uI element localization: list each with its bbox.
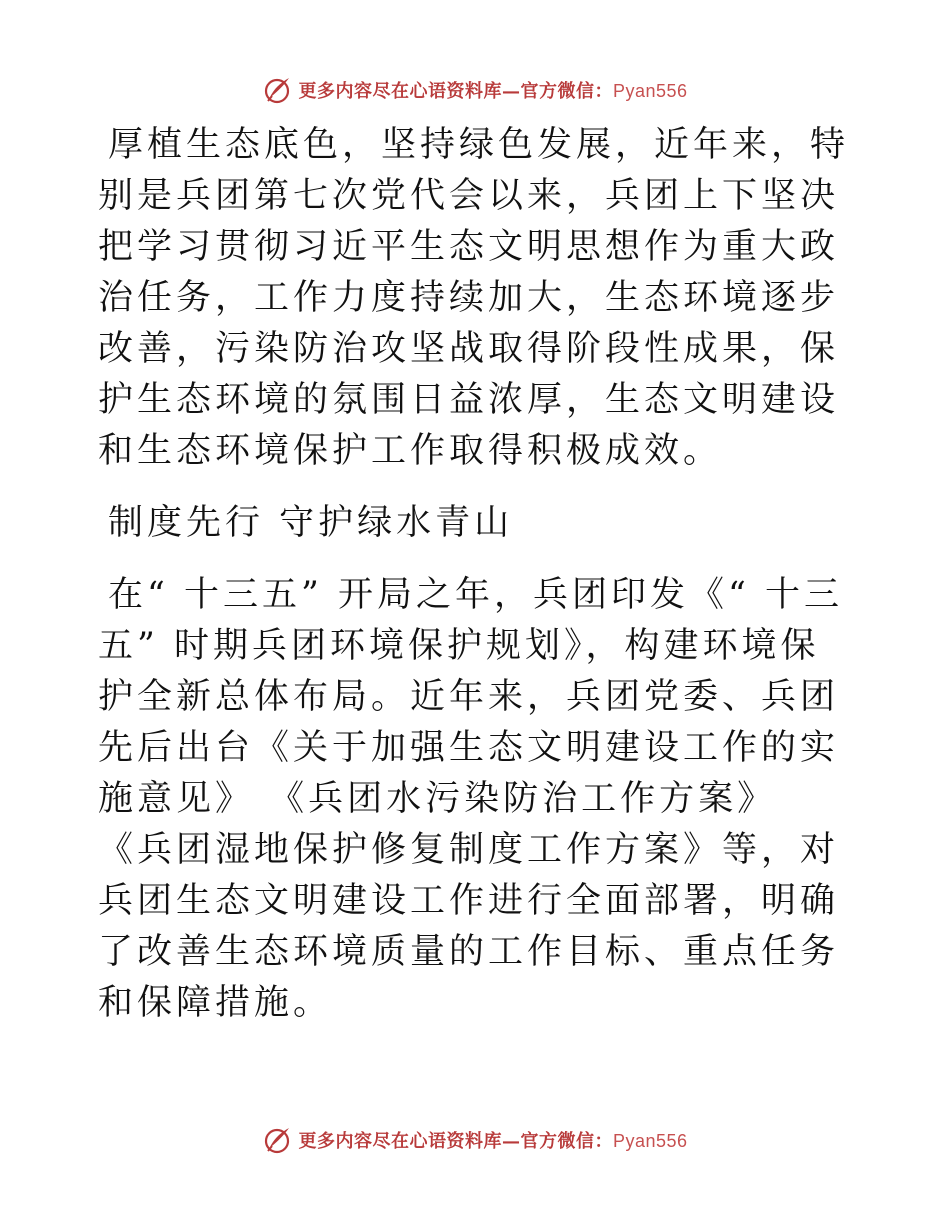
- article-body: [98, 120, 858, 1050]
- feather-seal-icon: [262, 1125, 292, 1155]
- paragraph-intro: 厚植生态底色，坚持绿色发展，近年来，特别是兵团第七次党代会以来，兵团上下坚决把学习贯彻习近平生态文明思想作为重大政治任务，工作力度持续加大，生态环境逐步改善，污染防治攻坚战取得阶段性成果，保护生态环境的氛围日益浓厚，生态文明建设和生态环境保护工作取得积极成效。: [98, 125, 850, 471]
- watermark-text: 更多内容尽在心语资料库—官方微信：Pyan556: [298, 81, 688, 102]
- wechat-id: Pyan556: [612, 1131, 688, 1151]
- section-heading: 制度先行 守护绿水青山: [108, 503, 514, 543]
- header-watermark: [0, 70, 950, 110]
- wechat-id: Pyan556: [612, 81, 688, 101]
- footer-watermark: [0, 1120, 950, 1160]
- feather-seal-icon: [262, 75, 292, 105]
- paragraph-policy: 在“ 十三五” 开局之年，兵团印发《“ 十三五” 时期兵团环境保护规划》，构建环境保护全新总体布局。近年来，兵团党委、兵团先后出台《关于加强生态文明建设工作的实施意见》 《兵团水污染防治工作方案》 《兵团湿地保护修复制度工作方案》等，对兵团生态文明建设工作进行全面部署，明确了改善生态环境质量的工作目标、重点任务和保障措施。: [98, 575, 844, 1023]
- watermark-text: 更多内容尽在心语资料库—官方微信：Pyan556: [298, 1131, 688, 1152]
